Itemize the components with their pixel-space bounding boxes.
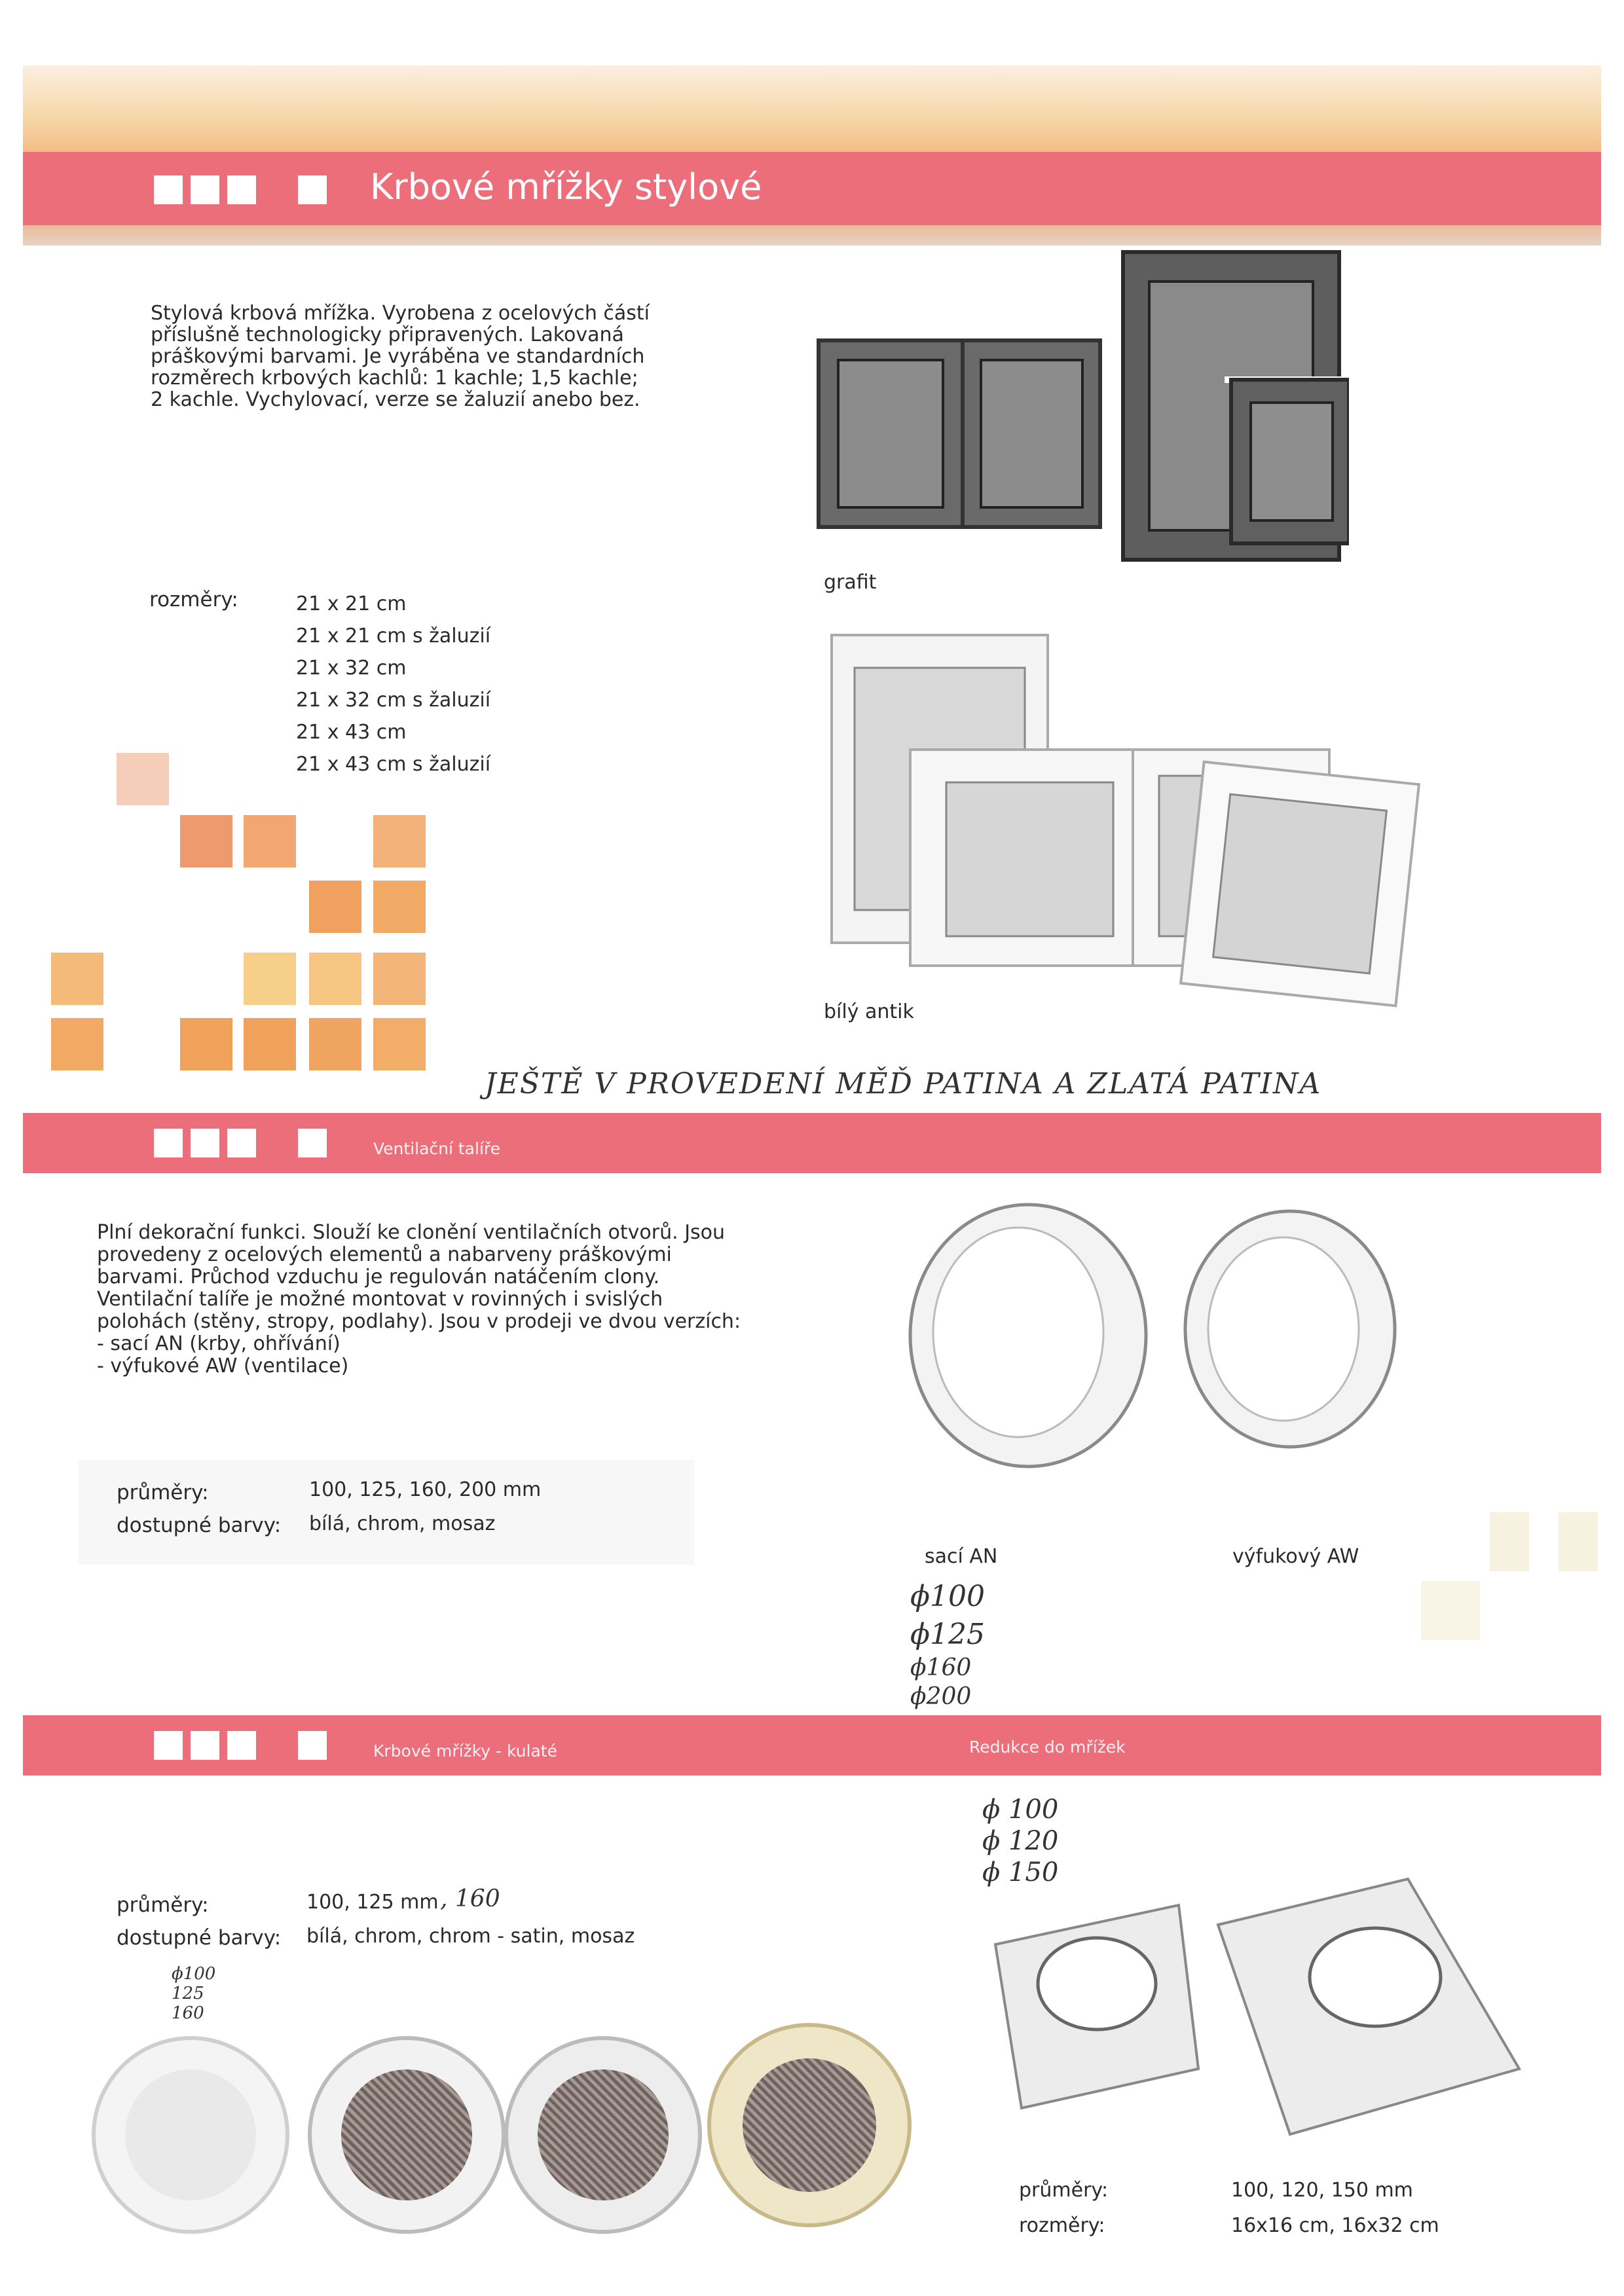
section2-header-band — [23, 1113, 1601, 1173]
round-grille-chrome — [308, 2036, 506, 2234]
decorative-tile — [244, 953, 296, 1005]
sizes-list — [296, 588, 490, 780]
section2-title: Ventilační talíře — [373, 1139, 501, 1158]
bullet-square — [227, 1731, 256, 1760]
round-diameters-label: průměry: — [117, 1893, 209, 1917]
decorative-tile — [309, 953, 361, 1005]
ventilation-plates-photo — [891, 1198, 1428, 1486]
size-item: 21 x 21 cm — [296, 592, 407, 615]
diameters-value: 100, 125, 160, 200 mm — [309, 1478, 542, 1501]
section1-header-band — [23, 152, 1601, 225]
decorative-tile — [309, 881, 361, 933]
hand-size: ϕ 120 — [982, 1826, 1059, 1856]
reductions-photo — [982, 1853, 1545, 2147]
bullet-square — [154, 1129, 183, 1157]
hand-size: ϕ100 — [910, 1580, 985, 1613]
graphite-grilles-photo — [812, 249, 1349, 602]
round-grille-chrome-satin — [504, 2036, 702, 2234]
bullet-square — [298, 175, 327, 204]
decorative-tile — [51, 1018, 103, 1070]
decorative-tile — [373, 953, 426, 1005]
white-antique-grilles-photo — [819, 629, 1447, 1008]
decorative-tile — [180, 1018, 232, 1070]
round-grille-brass — [707, 2023, 912, 2227]
size-item: 21 x 43 cm — [296, 721, 407, 744]
section3-title-right: Redukce do mřížek — [969, 1738, 1126, 1757]
size-item: 21 x 32 cm s žaluzií — [296, 689, 491, 712]
section3-title: Krbové mřížky - kulaté — [373, 1741, 557, 1760]
bullet-square — [298, 1731, 327, 1760]
round-colors-value: bílá, chrom, chrom - satin, mosaz — [306, 1925, 635, 1948]
section1-title: Krbové mřížky stylové — [370, 166, 762, 208]
caption-exhaust-aw: výfukový AW — [1232, 1545, 1359, 1568]
hand-size: 160 — [172, 2003, 204, 2023]
round-diameters-value: 100, 125 mm — [306, 1891, 439, 1914]
bullet-square — [227, 1129, 256, 1157]
reduction-diameters-value: 100, 120, 150 mm — [1231, 2179, 1413, 2202]
reduction-sizes-value: 16x16 cm, 16x32 cm — [1231, 2214, 1439, 2237]
size-item: 21 x 32 cm — [296, 657, 407, 680]
hand-size: ϕ 100 — [982, 1795, 1059, 1825]
handwritten-diameters — [910, 1578, 985, 1711]
sizes-label: rozměry: — [149, 588, 238, 611]
decorative-tile — [373, 1018, 426, 1070]
bullet-square — [298, 1129, 327, 1157]
round-colors-label: dostupné barvy: — [117, 1926, 282, 1950]
reduction-sizes-label: rozměry: — [1019, 2214, 1105, 2237]
hand-size: 125 — [172, 1984, 204, 2003]
section2-description: Plní dekorační funkci. Slouží ke clonění ventilačních otvorů. Jsou provedeny z ocelových elementů a nabarveny práškovými barvami. Průchod vzduchu je regulován natáčením clony. Ventilační talíře je možné montovat v rovinných i svislých polohách (stěny, stropy, podlahy). Jsou v prodeji ve dvou verzích: - sací AN (krby, ohřívání) - výfukové AW (ventilace) — [97, 1221, 741, 1377]
reduction-diameters-label: průměry: — [1019, 2179, 1109, 2202]
bullet-square — [154, 1731, 183, 1760]
bullet-square — [154, 175, 183, 204]
round-diameters-hand: , 160 — [440, 1886, 500, 1912]
decorative-tile — [180, 815, 232, 867]
section3-header-band — [23, 1715, 1601, 1776]
hand-size: ϕ200 — [910, 1683, 972, 1710]
decorative-tile — [244, 1018, 296, 1070]
bullet-square — [191, 175, 219, 204]
decorative-tile — [117, 753, 169, 805]
caption-white-antique: bílý antik — [824, 1000, 914, 1023]
bullet-square — [227, 175, 256, 204]
decorative-tile — [373, 815, 426, 867]
round-grille-white — [92, 2036, 289, 2234]
decorative-tile — [1421, 1581, 1480, 1640]
decorative-tile — [309, 1018, 361, 1070]
size-item: 21 x 43 cm s žaluzií — [296, 753, 491, 776]
hand-size: ϕ100 — [172, 1964, 216, 1984]
hand-size: ϕ160 — [910, 1654, 972, 1681]
decorative-tile — [244, 815, 296, 867]
diameters-label: průměry: — [117, 1481, 209, 1504]
decorative-tile — [1559, 1512, 1598, 1571]
handwritten-note: JEŠTĚ V PROVEDENÍ MĚĎ PATINA A ZLATÁ PATINA — [485, 1067, 1322, 1101]
caption-suction-an: sací AN — [925, 1545, 998, 1568]
caption-graphite: grafit — [824, 571, 877, 594]
decorative-tile — [1490, 1512, 1529, 1571]
colors-label: dostupné barvy: — [117, 1514, 282, 1537]
bullet-square — [191, 1731, 219, 1760]
hand-size: ϕ125 — [910, 1618, 985, 1651]
hand-size: ϕ 150 — [982, 1857, 1059, 1887]
colors-value: bílá, chrom, mosaz — [309, 1512, 496, 1535]
bullet-square — [191, 1129, 219, 1157]
handwritten-round-sizes — [172, 1964, 215, 2023]
decorative-tile — [373, 881, 426, 933]
size-item: 21 x 21 cm s žaluzií — [296, 625, 491, 647]
decorative-tile — [51, 953, 103, 1005]
section1-description: Stylová krbová mřížka. Vyrobena z ocelových částí příslušně technologicky připravených. Lakovaná práškovými barvami. Je vyráběna ve standardních rozměrech krbových kachlů: 1 kachle; 1,5 kachle; 2 kachle. Vychylovací, verze se žaluzií anebo bez. — [151, 302, 650, 411]
